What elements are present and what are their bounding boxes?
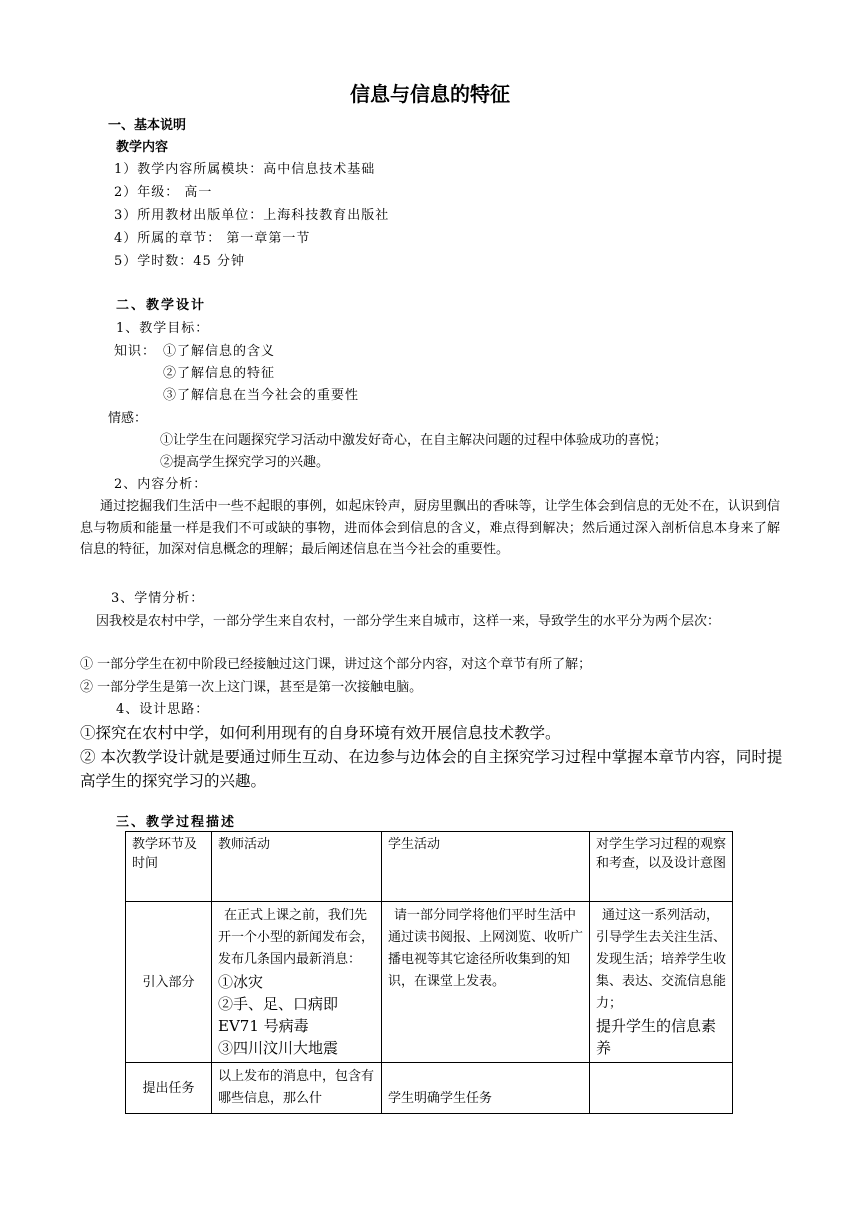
idea-item: ② 本次教学设计就是要通过师生互动、在边参与边体会的自主探究学习过程中掌握本章节内容，同时提高学生的探究学习的兴趣。	[80, 748, 783, 790]
teacher-cell	[212, 902, 382, 1063]
table-row	[126, 1063, 733, 1114]
section-heading-process: 三、教学过程描述	[116, 815, 237, 830]
emotion-item: ①让学生在问题探究学习活动中激发好奇心，在自主解决问题的过程中体验成功的喜悦；	[160, 433, 668, 448]
header-teacher: 教师活动	[212, 832, 382, 902]
intent-cell	[590, 902, 733, 1063]
header-student: 学生活动	[382, 832, 590, 902]
knowledge-item: ②了解信息的特征	[163, 366, 276, 381]
teacher-cell: 以上发布的消息中，包含有哪些信息，那么什	[212, 1063, 382, 1114]
idea-heading: 4、设计思路：	[116, 702, 210, 717]
intent-text: 提升学生的信息素养	[596, 1017, 717, 1057]
idea-item: ①探究在农村中学，如何利用现有的自身环境有效开展信息技术教学。	[80, 724, 561, 742]
process-table	[125, 831, 733, 1114]
section-heading-basic: 一、基本说明	[108, 118, 187, 133]
page-title: 信息与信息的特征	[350, 82, 510, 106]
stage-cell: 引入部分	[126, 902, 212, 1063]
header-intent: 对学生学习过程的观察和考查，以及设计意图	[590, 832, 733, 902]
table-row	[126, 902, 733, 1063]
learner-heading: 3、学情分析：	[111, 591, 205, 606]
intent-cell	[590, 1063, 733, 1114]
header-stage: 教学环节及时间	[126, 832, 212, 902]
content-paragraph: 通过挖掘我们生活中一些不起眼的事例，如起床铃声，厨房里飘出的香味等，让学生体会到信息的无处不在，认识到信息与物质和能量一样是我们不可或缺的事物，进而体会到信息的含义，难点得到解决；然后通过深入剖析信息本身来了解信息的特征，加深对信息概念的理解；最后阐述信息在当今社会的重要性。	[80, 499, 780, 557]
news-item: ②手、足、口病即 EV71 号病毒	[218, 995, 339, 1035]
learner-paragraph: 因我校是农村中学，一部分学生来自农村，一部分学生来自城市，这样一来，导致学生的水平分为两个层次：	[96, 614, 721, 629]
subheading-content: 教学内容	[116, 140, 169, 155]
table-header-row	[126, 832, 733, 902]
learner-item: ② 一部分学生是第一次上这门课，甚至是第一次接触电脑。	[80, 680, 423, 695]
info-item: 2）年级： 高一	[114, 185, 213, 200]
knowledge-item: ③了解信息在当今社会的重要性	[163, 388, 360, 403]
info-item: 3）所用教材出版单位：上海科技教育出版社	[114, 208, 390, 223]
teacher-text: 在正式上课之前，我们先开一个小型的新闻发布会，发布几条国内最新消息：	[218, 908, 375, 967]
student-cell: 请一部分同学将他们平时生活中通过读书阅报、上网浏览、收听广播电视等其它途径所收集到的知识，在课堂上发表。	[382, 902, 590, 1063]
info-item: 1）教学内容所属模块：高中信息技术基础	[114, 162, 376, 177]
news-item: ①冰灾	[218, 973, 264, 991]
learner-item: ① 一部分学生在初中阶段已经接触过这门课，讲过这个部分内容，对这个章节有所了解；	[80, 657, 592, 672]
intent-text: 通过这一系列活动，引导学生去关注生活、发现生活；培养学生收集、表达、交流信息能力；	[596, 908, 727, 1011]
knowledge-item: ①了解信息的含义	[163, 344, 276, 359]
content-heading: 2、内容分析：	[114, 477, 208, 492]
info-item: 5）学时数：45 分钟	[114, 254, 245, 269]
emotion-item: ②提高学生探究学习的兴趣。	[160, 455, 330, 470]
knowledge-label: 知识：	[114, 344, 157, 359]
stage-cell: 提出任务	[126, 1063, 212, 1114]
news-item: ③四川汶川大地震	[218, 1039, 339, 1057]
emotion-label: 情感：	[108, 411, 148, 426]
section-heading-design: 二、教学设计	[116, 298, 207, 313]
goal-heading: 1、教学目标：	[116, 321, 210, 336]
student-cell: 学生明确学生任务	[382, 1063, 590, 1114]
info-item: 4）所属的章节： 第一章第一节	[114, 231, 311, 246]
